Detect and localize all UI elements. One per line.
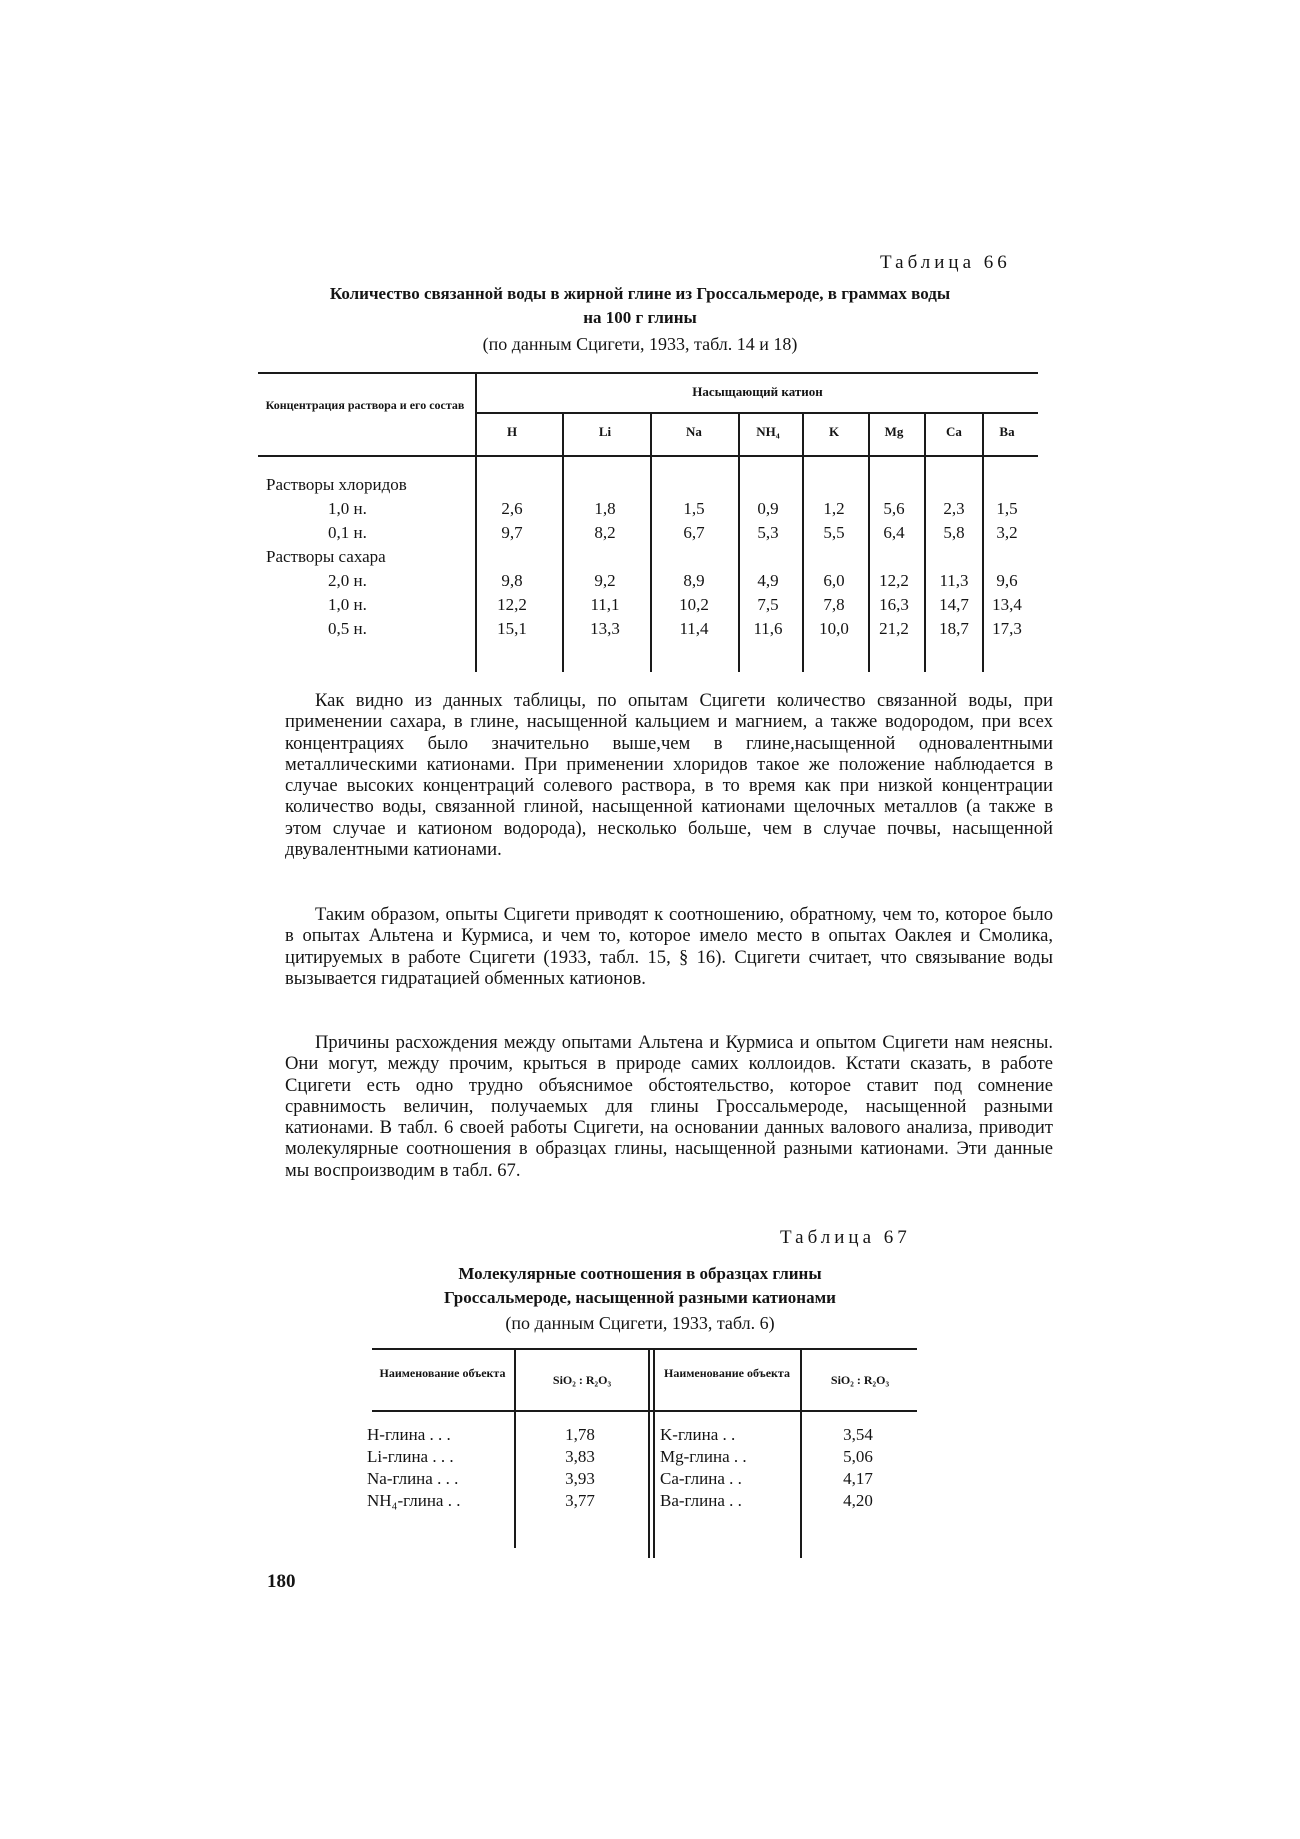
- table-66-caption-line1: Количество связанной воды в жирной глине из Гроссальмероде, в граммах воды: [329, 284, 951, 303]
- table-66-cation-header: Насыщающий катион: [692, 384, 823, 399]
- table-66-row-label: 0,5 н.: [328, 619, 367, 638]
- paragraph-2: Таким образом, опыты Сцигети приводят к соотношению, обратному, чем то, которое было в опытах Альтена и Курмиса, и чем то, которое имело место в опытах Оаклея и Смолика, цитируемых в работе Сцигети (1933, табл. 15, § 16). Сцигети считает, что связывание воды вызывается гидратацией обменных катионов.: [285, 904, 1053, 989]
- table-66-cell: 2,3: [943, 499, 965, 518]
- table-66-cell: 9,7: [501, 523, 523, 542]
- table-66-col-header: H: [506, 424, 518, 439]
- table-67-row-value: 3,83: [565, 1447, 595, 1466]
- table-66-row-label: 1,0 н.: [328, 499, 367, 518]
- table-66-caption-line2: на 100 г глины: [583, 308, 697, 327]
- table-67-row-value: 4,17: [843, 1469, 873, 1488]
- table-66-cell: 9,8: [501, 571, 523, 590]
- table-67-row-name: Mg-глина . .: [660, 1447, 747, 1466]
- table-66-cell: 21,2: [879, 619, 909, 638]
- table-67-col-name-right: Наименование объекта: [664, 1366, 790, 1380]
- table-66-cell: 13,3: [590, 619, 620, 638]
- table-66-col-header: Na: [686, 424, 702, 439]
- table-66-cell: 5,5: [823, 523, 845, 542]
- table-67-rule-3: [800, 1348, 802, 1558]
- table-66-col-header: NH₄: [756, 424, 780, 439]
- table-67-row-value: 3,77: [565, 1491, 595, 1510]
- table-66-cell: 1,5: [996, 499, 1018, 518]
- table-66-row-label: 1,0 н.: [328, 595, 367, 614]
- table-66-cell: 6,0: [823, 571, 845, 590]
- table-66-row-label: 0,1 н.: [328, 523, 367, 542]
- table-66-cell: 4,9: [757, 571, 779, 590]
- table-66-row-label: 2,0 н.: [328, 571, 367, 590]
- table-66-cell: 17,3: [992, 619, 1022, 638]
- table-67-top-rule: [372, 1348, 917, 1350]
- table-66-cell: 1,8: [594, 499, 616, 518]
- table-67-col-name-left: Наименование объекта: [379, 1366, 506, 1380]
- table-67-row-name: H-глина . . .: [367, 1425, 451, 1444]
- table-66-cell: 3,2: [996, 523, 1018, 542]
- table-66-cell: 10,0: [819, 619, 849, 638]
- table-66-cell: 2,6: [501, 499, 523, 518]
- table-67-col-ratio-left: SiO₂ : R₂O₃: [552, 1373, 612, 1387]
- table-66-cell: 1,5: [683, 499, 705, 518]
- table-66-col-header: Mg: [884, 424, 904, 439]
- table-66-source: (по данным Сцигети, 1933, табл. 14 и 18): [482, 334, 798, 354]
- page-number: 180: [267, 1571, 296, 1592]
- table-67-row-value: 5,06: [843, 1447, 873, 1466]
- table-66-cell: 0,9: [757, 499, 779, 518]
- table-67-row-name: NH₄-глина . .: [367, 1491, 461, 1510]
- table-66-cell: 8,9: [683, 571, 705, 590]
- table-67-row-value: 1,78: [565, 1425, 595, 1444]
- table-66-cell: 12,2: [497, 595, 527, 614]
- table-66-cell: 11,6: [753, 619, 783, 638]
- table-66-col-header: Ca: [946, 424, 962, 439]
- table-66-cell: 6,4: [883, 523, 905, 542]
- table-66-cell: 12,2: [879, 571, 909, 590]
- table-66-cell: 11,1: [590, 595, 620, 614]
- table-66-cell: 7,5: [757, 595, 779, 614]
- table-67-col-ratio-right: SiO₂ : R₂O₃: [830, 1373, 890, 1387]
- table-67-row-name: Ca-глина . .: [660, 1469, 742, 1488]
- table-66-row-header: Концентрация раствора и его состав: [265, 398, 465, 412]
- table-67-header-rule: [372, 1410, 917, 1412]
- table-66-cell: 6,7: [683, 523, 705, 542]
- table-66-cell: 11,3: [939, 571, 969, 590]
- table-66-cell: 10,2: [679, 595, 709, 614]
- table-66-cell: 1,2: [823, 499, 845, 518]
- table-66-cell: 9,6: [996, 571, 1018, 590]
- paragraph-3: Причины расхождения между опытами Альтена и Курмиса и опытом Сцигети нам неясны. Они могут, между прочим, крыться в природе самих коллоидов. Кстати сказать, в работе Сцигети есть одно трудно объяснимое обстоятельство, которое ставит под сомнение сравнимость величин, получаемых для глины Гроссальмероде, насыщенной разными катионами. В табл. 6 своей работы Сцигети, на основании данных валового анализа, приводит молекулярные соотношения в образцах глины, насыщенной разными катионами. Эти данные мы воспроизводим в табл. 67.: [285, 1032, 1053, 1181]
- table-66-cell: 8,2: [594, 523, 616, 542]
- table-66-cell: 9,2: [594, 571, 616, 590]
- table-67-row-name: Li-глина . . .: [367, 1447, 454, 1466]
- table-67-rule-2a: [648, 1348, 650, 1558]
- table-66-group-label: Растворы хлоридов: [266, 475, 407, 494]
- table-66-cell: 15,1: [497, 619, 527, 638]
- table-66-cell: 14,7: [939, 595, 969, 614]
- table-67-row-name: Ba-глина . .: [660, 1491, 742, 1510]
- table-67-row-name: Na-глина . . .: [367, 1469, 459, 1488]
- table-66-cell: 16,3: [879, 595, 909, 614]
- paragraph-1: Как видно из данных таблицы, по опытам Сцигети количество связанной воды, при применении сахара, в глине, насыщенной кальцием и магнием, а также водородом, при всех концентрациях было значительно выше,чем в глине,насыщенной одновалентными металлическими катионами. При применении хлоридов такое же положение наблюдается в случае высоких концентраций солевого раствора, в то время как при низкой концентрации количество воды, связанной глиной, насыщенной катионами щелочных металлов (а также в этом случае и катионом водорода), несколько больше, чем в случае почвы, насыщенной двувалентными катионами.: [285, 690, 1053, 861]
- table-66-cell: 5,8: [943, 523, 965, 542]
- table-67-label: Таблица 67: [780, 1227, 911, 1248]
- table-67-row-value: 4,20: [843, 1491, 873, 1510]
- table-66-col-header: K: [828, 424, 840, 439]
- table-66-cell: 11,4: [679, 619, 709, 638]
- table-66-col-header: Ba: [999, 424, 1015, 439]
- table-67-caption-line2: Гроссальмероде, насыщенной разными катионами: [444, 1288, 836, 1307]
- table-67-rule-2b: [653, 1348, 655, 1558]
- table-66-col-header: Li: [598, 424, 612, 439]
- table-67-caption-line1: Молекулярные соотношения в образцах глины: [458, 1264, 822, 1283]
- table-66-cell: 18,7: [939, 619, 969, 638]
- table-66-label: Таблица 66: [880, 252, 1011, 273]
- table-67-row-name: K-глина . .: [660, 1425, 736, 1444]
- table-66-cell: 13,4: [992, 595, 1022, 614]
- table-66-group-label: Растворы сахара: [266, 547, 386, 566]
- table-66-cell: 5,6: [883, 499, 905, 518]
- table-66-cell: 7,8: [823, 595, 845, 614]
- table-67-row-value: 3,93: [565, 1469, 595, 1488]
- table-67-row-value: 3,54: [843, 1425, 873, 1444]
- table-67-source: (по данным Сцигети, 1933, табл. 6): [505, 1313, 775, 1333]
- table-67-rule-1: [514, 1348, 516, 1548]
- table-66-cell: 5,3: [757, 523, 779, 542]
